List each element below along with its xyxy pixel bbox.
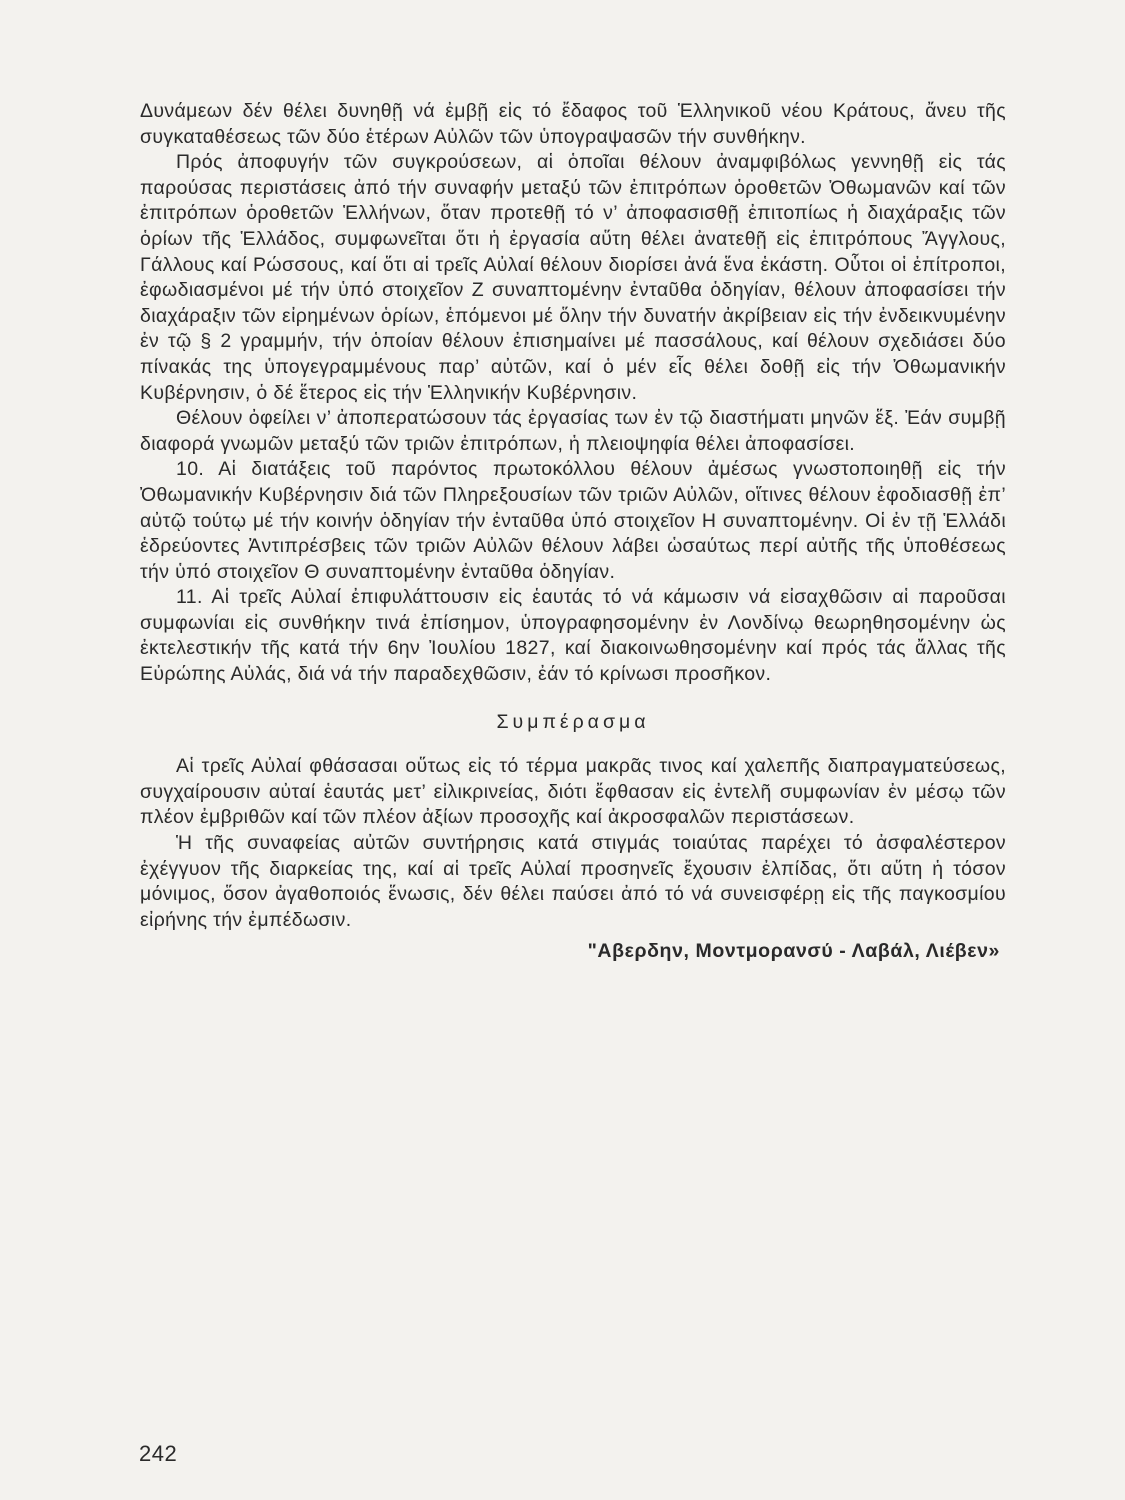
body-text [140, 99, 1006, 965]
paragraph-article-11: 11. Αἱ τρεῖς Αὐλαί ἐπιφυλάττουσιν εἰς ἑαυτάς τό νά κάμωσιν νά εἰσαχθῶσιν αἱ παροῦσαι συμφωνίαι εἰς συνθήκην τινά ἐπίσημον, ὑπογραφησομένην ἐν Λονδίνῳ θεωρηθησομένην ὡς ἐκτελεστικήν τῆς κατά τήν 6ην Ἰουλίου 1827, καί διακοινωθησομένην καί πρός τάς ἄλλας τῆς Εὐρώπης Αὐλάς, διά νά τήν παραδεχθῶσιν, ἐάν τό κρίνωσι προσῆκον. [140, 586, 1006, 686]
paragraph-conclusion-1: Αἱ τρεῖς Αὐλαί φθάσασαι οὕτως εἰς τό τέρμα μακρᾶς τινος καί χαλεπῆς διαπραγματεύσεως, συγχαίρουσιν αὐταί ἑαυτάς μετ’ εἰλικρινείας, διότι ἔφθασαν εἰς ἐντελῆ συμφωνίαν ἐν μέσῳ τῶν πλέον ἐμβριθῶν καί τῶν πλέον ἀξίων προσοχῆς καί ἀκροσφαλῶν περιστάσεων. [140, 755, 1006, 829]
paragraph-deadline: Θέλουν ὀφείλει ν’ ἀποπερατώσουν τάς ἐργασίας των ἐν τῷ διαστήματι μηνῶν ἕξ. Ἐάν συμβῇ διαφορά γνωμῶν μεταξύ τῶν τριῶν ἐπιτρόπων, ἡ πλειοψηφία θέλει ἀποφασίσει. [140, 407, 1006, 455]
paragraph-conclusion-2: Ἡ τῆς συναφείας αὐτῶν συντήρησις κατά στιγμάς τοιαύτας παρέχει τό ἀσφαλέστερον ἐχέγγυον τῆς διαρκείας της, καί αἱ τρεῖς Αὐλαί προσηνεῖς ἔχουσιν ἐλπίδας, ὅτι αὕτη ἡ τόσον μόνιμος, ὅσον ἀγαθοποιός ἕνωσις, δέν θέλει παύσει ἀπό τό νά συνεισφέρῃ εἰς τῆς παγκοσμίου εἰρήνης τήν ἐμπέδωσιν. [140, 832, 1006, 931]
section-heading: Συμπέρασμα [496, 710, 650, 733]
paragraph-continuation: Δυνάμεων δέν θέλει δυνηθῇ νά ἐμβῇ εἰς τό ἔδαφος τοῦ Ἑλληνικοῦ νέου Κράτους, ἄνευ τῆς συγκαταθέσεως τῶν δύο ἑτέρων Αὐλῶν τῶν ὑπογραψασῶν τήν συνθήκην. [140, 100, 1006, 148]
paragraph-commissioners: Πρός ἀποφυγήν τῶν συγκρούσεων, αἱ ὁποῖαι θέλουν ἀναμφιβόλως γεννηθῇ εἰς τάς παρούσας περιστάσεις ἀπό τήν συναφήν μεταξύ τῶν ἐπιτρόπων ὁροθετῶν Ὀθωμανῶν καί τῶν ἐπιτρόπων ὁροθετῶν Ἑλλήνων, ὅταν προτεθῇ τό ν’ ἀποφασισθῇ ἐπιτοπίως ἡ διαχάραξις τῶν ὁρίων τῆς Ἑλλάδος, συμφωνεῖται ὅτι ἡ ἐργασία αὕτη θέλει ἀνατεθῇ εἰς ἐπιτρόπους Ἄγγλους, Γάλλους καί Ρώσσους, καί ὅτι αἱ τρεῖς Αὐλαί θέλουν διορίσει ἀνά ἕνα ἑκάστη. Οὗτοι οἱ ἐπίτροποι, ἐφωδιασμένοι μέ τήν ὑπό στοιχεῖον Ζ συναπτομένην ἐνταῦθα ὁδηγίαν, θέλουν ἀποφασίσει τήν διαχάραξιν τῶν εἰρημένων ὁρίων, ἑπόμενοι μέ ὅλην τήν δυνατήν ἀκρίβειαν εἰς τήν ἐνδεικνυμένην ἐν τῷ § 2 γραμμήν, τήν ὁποίαν θέλουν ἐπισημαίνει μέ πασσάλους, καί θέλουν σχεδιάσει δύο πίνακάς της ὑπογεγραμμένους παρ’ αὐτῶν, καί ὁ μέν εἷς θέλει δοθῇ εἰς τήν Ὀθωμανικήν Κυβέρνησιν, ὁ δέ ἕτερος εἰς τήν Ἑλληνικήν Κυβέρνησιν. [140, 151, 1006, 404]
paragraph-article-10: 10. Αἱ διατάξεις τοῦ παρόντος πρωτοκόλλου θέλουν ἀμέσως γνωστοποιηθῇ εἰς τήν Ὀθωμανικήν Κυβέρνησιν διά τῶν Πληρεξουσίων τῶν τριῶν Αὐλῶν, οἵτινες θέλουν ἐφοδιασθῇ ἐπ’ αὐτῷ τούτῳ μέ τήν κοινήν ὁδηγίαν τήν ἐνταῦθα ὑπό στοιχεῖον Η συναπτομένην. Οἱ ἐν τῇ Ἑλλάδι ἑδρεύοντες Ἀντιπρέσβεις τῶν τριῶν Αὐλῶν θέλουν λάβει ὡσαύτως περί αὐτῆς τῆς ὑποθέσεως τήν ὑπό στοιχεῖον Θ συναπτομένην ἐνταῦθα ὁδηγίαν. [140, 458, 1006, 583]
page-number: 242 [139, 1441, 178, 1466]
signatories: "Αβερδην, Μοντμορανσύ - Λαβάλ, Λιέβεν» [587, 940, 1000, 963]
